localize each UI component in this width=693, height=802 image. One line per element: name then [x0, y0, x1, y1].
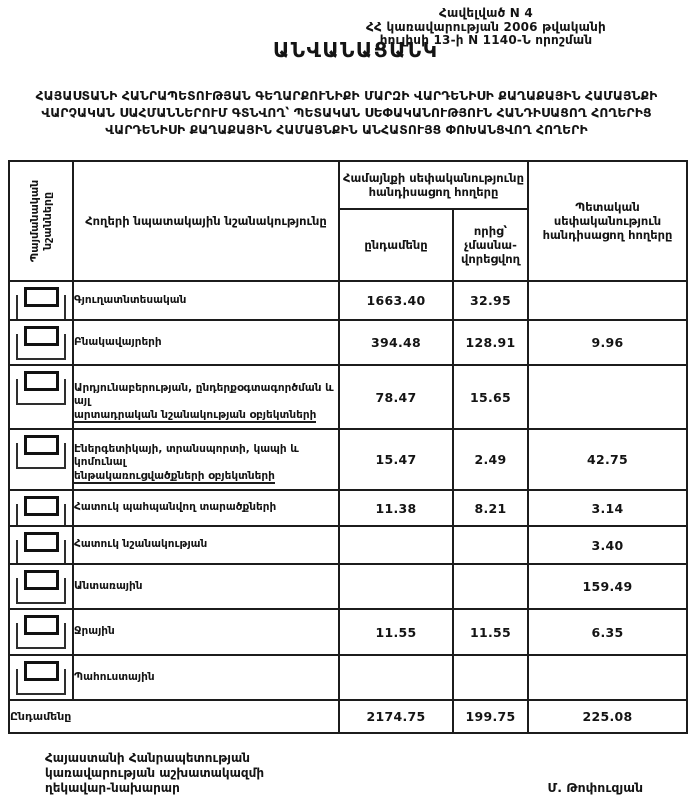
state-value [528, 281, 687, 320]
of-which-value: 128.91 [453, 320, 528, 365]
state-value [528, 365, 687, 429]
row-label: Բնակավայրերի [73, 320, 339, 365]
subtitle-line: ՀԱՅԱՍՏԱՆԻ ՀԱՆՐԱՊԵՏՈՒԹՅԱՆ ԳԵՂԱՐՔՈՒՆԻՔԻ ՄԱՐԶԻ ՎԱՐԴԵՆԻՍԻ ՔԱՂԱՔԱՅԻՆ ՀԱՄԱՅՆՔԻ [35, 89, 658, 103]
table-row [9, 609, 687, 655]
community-total-value [339, 655, 453, 700]
legend-swatch [24, 570, 59, 590]
signature-name: Մ. Թոփուզյան [547, 780, 643, 795]
legend-swatch [24, 661, 59, 681]
community-total-value: 15.47 [339, 429, 453, 490]
table-row [9, 429, 687, 490]
column-header-symbols [9, 161, 73, 281]
subtitle-line: ՎԱՐԴԵՆԻՍԻ ՔԱՂԱՔԱՅԻՆ ՀԱՄԱՅՆՔԻՆ ԱՆՀԱՏՈՒՅՑ ՓՈԽԱՆՑՎՈՂ ՀՈՂԵՐԻ [105, 123, 588, 137]
of-which-value: 15.65 [453, 365, 528, 429]
table-row [9, 526, 687, 564]
state-value: 3.14 [528, 490, 687, 526]
column-header-community-group: Համայնքի սեփականությունը հանդիսացող հողերը [339, 161, 528, 209]
symbol-cell [9, 281, 73, 320]
symbol-cell [9, 320, 73, 365]
appendix-line: Հավելված N 4 [439, 6, 533, 20]
document-subtitle [0, 88, 693, 139]
legend-swatch [24, 371, 59, 391]
total-of-which-value: 199.75 [453, 700, 528, 733]
table-row [9, 320, 687, 365]
total-state-value: 225.08 [528, 700, 687, 733]
row-label: Հատուկ նշանակության [73, 526, 339, 564]
row-label: Էներգետիկայի, տրանսպորտի, կապի և կոմունալ ենթակառուցվածքների օբյեկտների [73, 429, 339, 490]
legend-swatch [24, 532, 59, 552]
legend-swatch [24, 435, 59, 455]
community-total-value: 394.48 [339, 320, 453, 365]
column-header-designation: Հողերի նպատակային նշանակությունը [73, 161, 339, 281]
row-label: Պահուստային [73, 655, 339, 700]
symbol-cell [9, 564, 73, 609]
table-row [9, 490, 687, 526]
legend-swatch [24, 287, 59, 307]
legend-swatch [24, 615, 59, 635]
column-header-community-total: ընդամենը [339, 209, 453, 281]
column-header-symbols-label: Պայմանական նշանները [28, 179, 54, 263]
table-total-row [9, 700, 687, 733]
of-which-value: 8.21 [453, 490, 528, 526]
total-label: Ընդամենը [9, 700, 339, 733]
of-which-value [453, 564, 528, 609]
symbol-cell [9, 526, 73, 564]
table-row [9, 655, 687, 700]
state-value: 159.49 [528, 564, 687, 609]
land-transfer-table [8, 160, 688, 734]
table-row [9, 281, 687, 320]
community-total-value: 78.47 [339, 365, 453, 429]
table-row [9, 365, 687, 429]
column-header-state-lands: Պետական սեփականություն հանդիսացող հողերը [528, 161, 687, 281]
legend-swatch [24, 326, 59, 346]
of-which-value [453, 655, 528, 700]
community-total-value: 11.38 [339, 490, 453, 526]
state-value: 3.40 [528, 526, 687, 564]
state-value: 9.96 [528, 320, 687, 365]
total-community-value: 2174.75 [339, 700, 453, 733]
subtitle-line: ՎԱՐՉԱԿԱՆ ՍԱՀՄԱՆՆԵՐՈՒՄ ԳՏՆՎՈՂ՝ ՊԵՏԱԿԱՆ ՍԵՓԱԿԱՆՈՒԹՅՈՒՆ ՀԱՆԴԻՍԱՑՈՂ ՀՈՂԵՐԻՑ [41, 106, 652, 120]
official-title [45, 751, 264, 796]
symbol-cell [9, 365, 73, 429]
row-label: Գյուղատնտեսական [73, 281, 339, 320]
of-which-value: 2.49 [453, 429, 528, 490]
official-title-line: ղեկավար-նախարար [45, 781, 180, 795]
state-value: 42.75 [528, 429, 687, 490]
row-label: Հատուկ պահպանվող տարածքների [73, 490, 339, 526]
state-value [528, 655, 687, 700]
table-row [9, 564, 687, 609]
table-header-row [9, 161, 687, 209]
community-total-value: 1663.40 [339, 281, 453, 320]
column-header-of-which: որից՝ չմասնա-վորեցվող [453, 209, 528, 281]
official-title-line: Հայաստանի Հանրապետության [45, 751, 250, 765]
appendix-line: ՀՀ կառավարության 2006 թվականի [366, 19, 606, 34]
row-label: Անտառային [73, 564, 339, 609]
of-which-value [453, 526, 528, 564]
community-total-value [339, 564, 453, 609]
state-value: 6.35 [528, 609, 687, 655]
of-which-value: 32.95 [453, 281, 528, 320]
symbol-cell [9, 490, 73, 526]
official-title-line: կառավարության աշխատակազմի [45, 766, 265, 780]
page-title: ԱՆՎԱՆԱՑԱՆԿ [273, 38, 439, 62]
community-total-value [339, 526, 453, 564]
of-which-value: 11.55 [453, 609, 528, 655]
appendix-line: հուլիսի 13-ի N 1140-Ն որոշման [379, 33, 593, 47]
row-label: Արդյունաբերության, ընդերքօգտագործման և այլ արտադրական նշանակության օբյեկտների [73, 365, 339, 429]
document-footer [45, 751, 643, 796]
symbol-cell [9, 429, 73, 490]
symbol-cell [9, 655, 73, 700]
legend-swatch [24, 496, 59, 516]
community-total-value: 11.55 [339, 609, 453, 655]
symbol-cell [9, 609, 73, 655]
row-label: Ջրային [73, 609, 339, 655]
